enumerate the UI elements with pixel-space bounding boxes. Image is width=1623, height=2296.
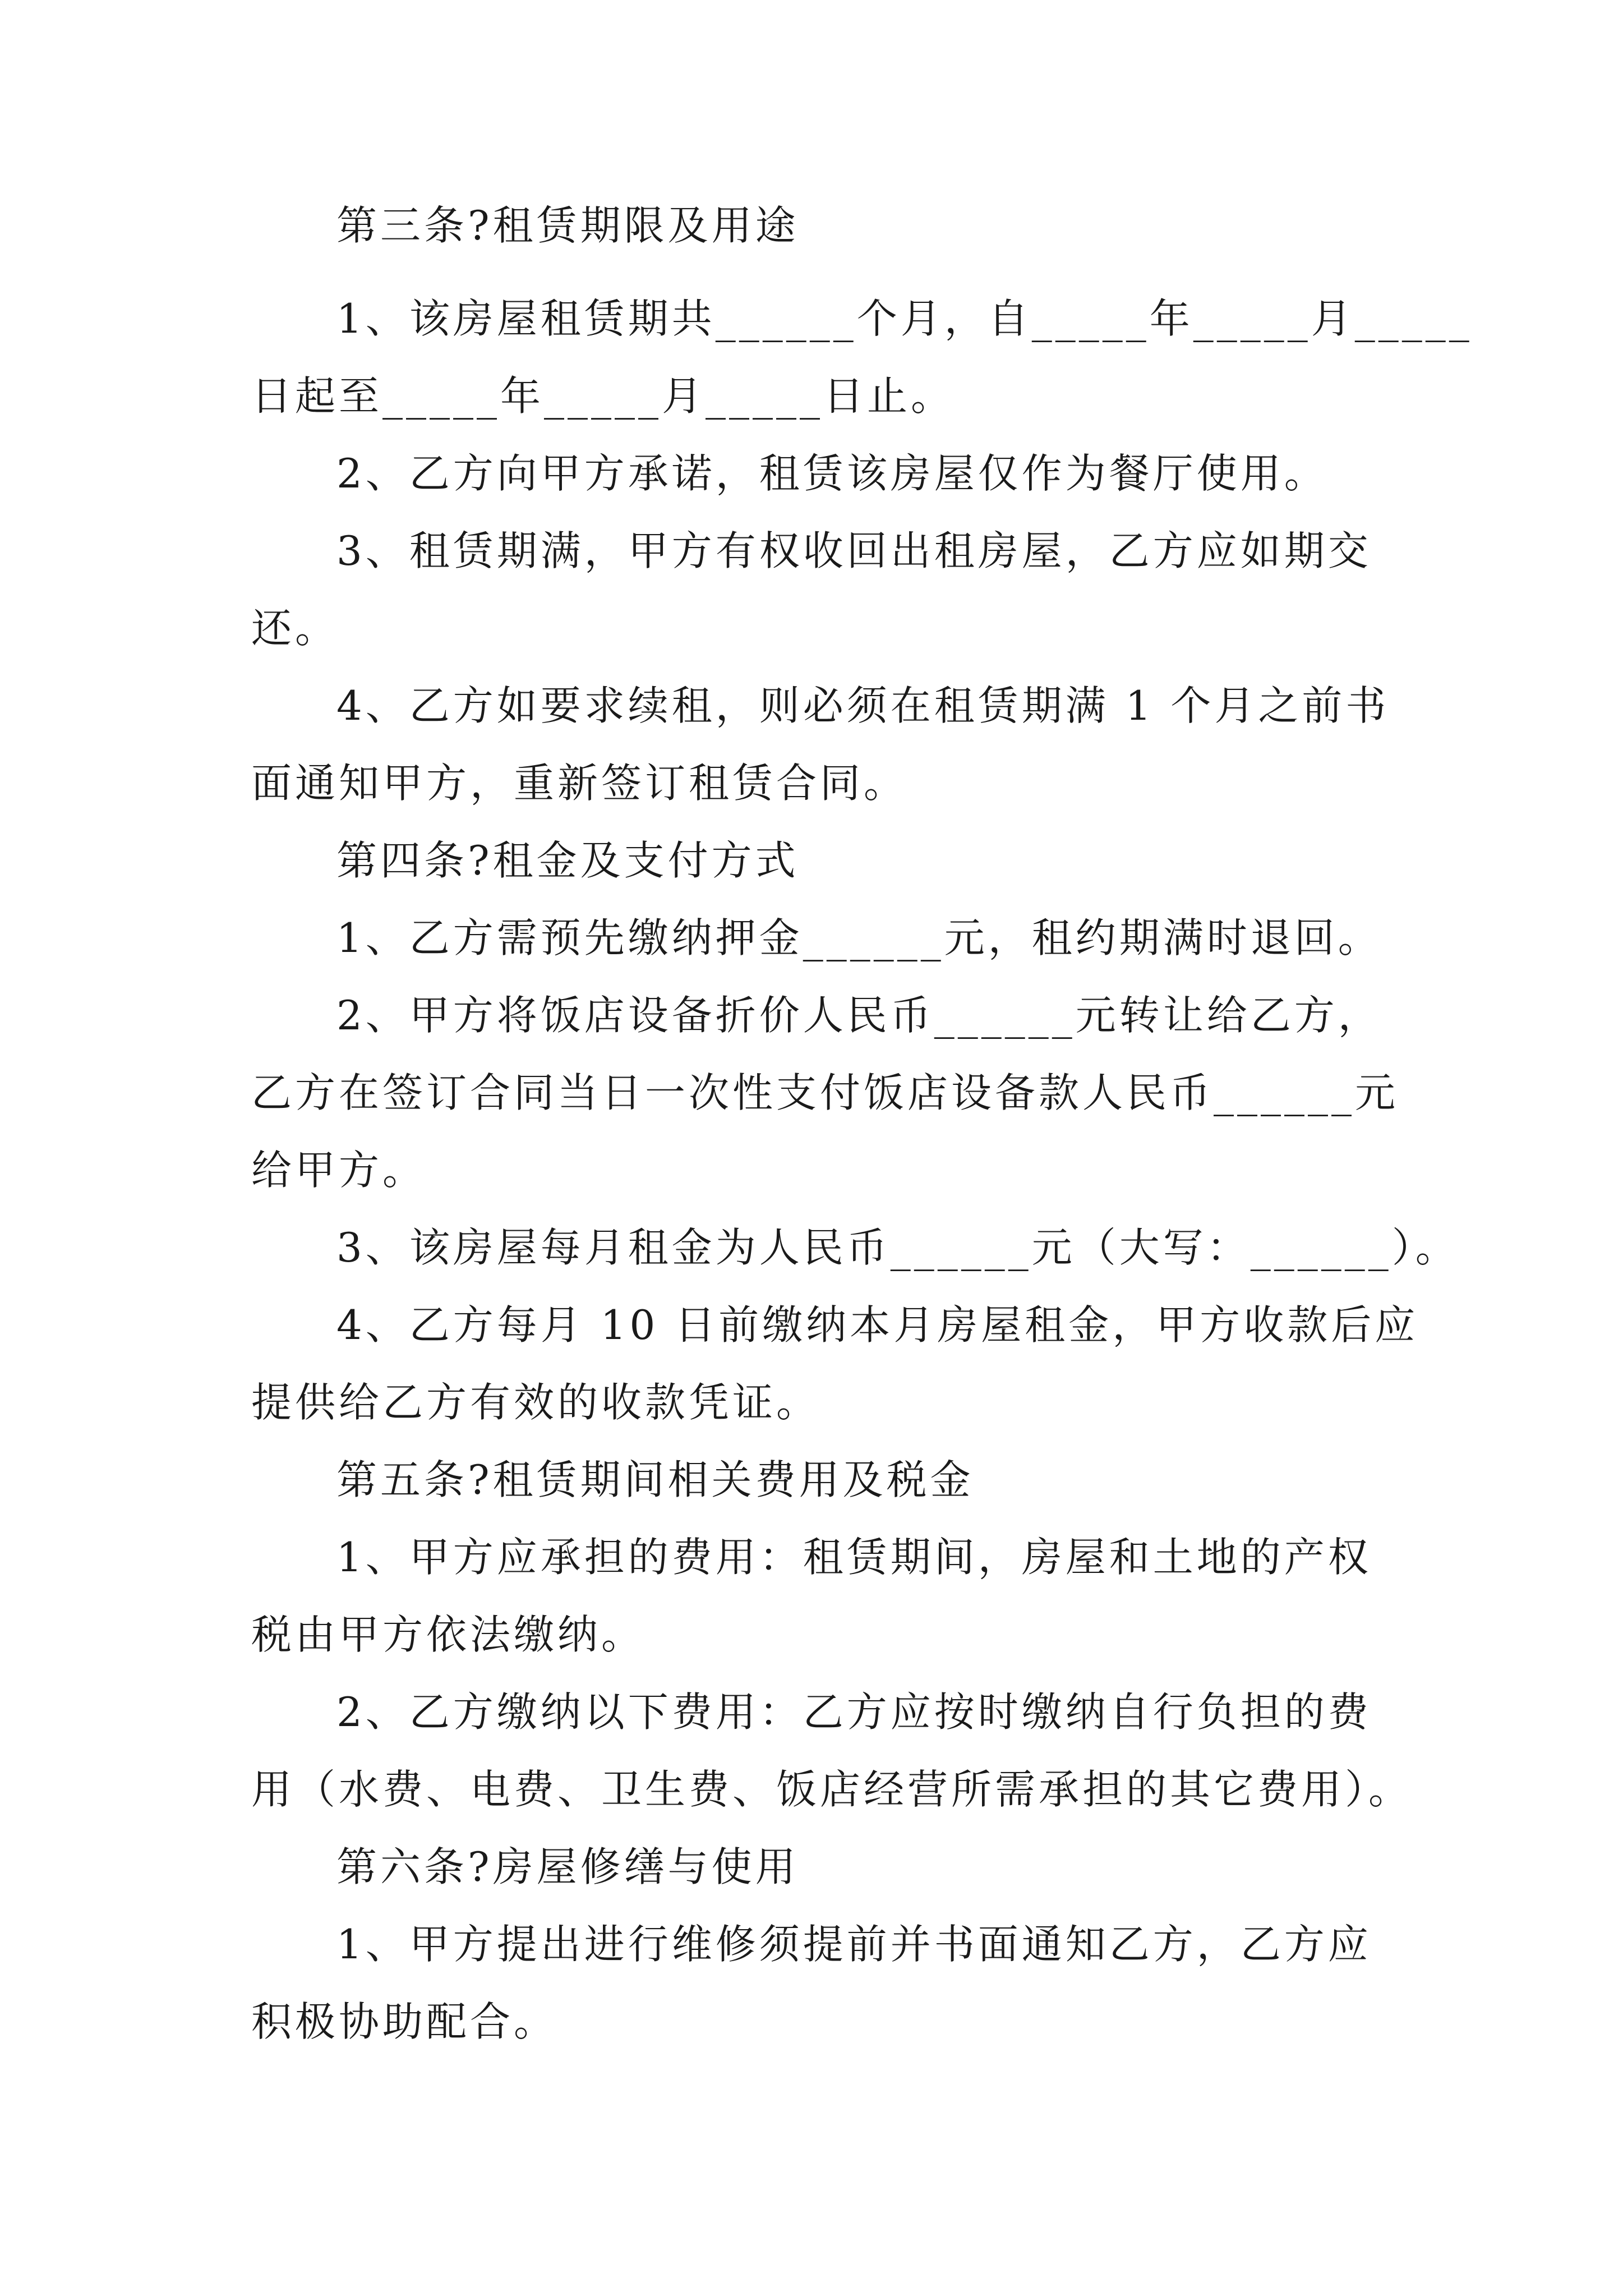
paragraph-line: 给甲方。	[251, 1147, 427, 1194]
paragraph-line: 1、甲方提出进行维修须提前并书面通知乙方，乙方应	[336, 1921, 1372, 1968]
paragraph-line: 1、乙方需预先缴纳押金______元，租约期满时退回。	[336, 914, 1382, 961]
section-3-heading: 第三条?租赁期限及用途	[336, 202, 799, 249]
paragraph-line: 还。	[251, 605, 339, 652]
section-6-heading: 第六条?房屋修缮与使用	[336, 1843, 799, 1890]
paragraph-line: 税由甲方依法缴纳。	[251, 1611, 645, 1658]
section-4-heading: 第四条?租金及支付方式	[336, 837, 799, 884]
paragraph-line: 提供给乙方有效的收款凭证。	[251, 1379, 820, 1426]
paragraph-line: 1、该房屋租赁期共______个月，自_____年_____月_____	[336, 295, 1473, 342]
paragraph-line: 2、甲方将饭店设备折价人民币______元转让给乙方，	[336, 992, 1382, 1039]
paragraph-line: 3、租赁期满，甲方有权收回出租房屋，乙方应如期交	[336, 527, 1372, 574]
paragraph-line: 1、甲方应承担的费用：租赁期间，房屋和土地的产权	[336, 1534, 1372, 1581]
paragraph-line: 日起至_____年_____月_____日止。	[251, 372, 955, 420]
paragraph-line: 4、乙方每月 10 日前缴纳本月房屋租金，甲方收款后应	[336, 1301, 1419, 1349]
section-5-heading: 第五条?租赁期间相关费用及税金	[336, 1456, 974, 1503]
paragraph-line: 乙方在签订合同当日一次性支付饭店设备款人民币______元	[251, 1069, 1399, 1116]
paragraph-line: 4、乙方如要求续租，则必须在租赁期满 1 个月之前书	[336, 682, 1390, 729]
paragraph-line: 2、乙方缴纳以下费用：乙方应按时缴纳自行负担的费	[336, 1688, 1372, 1736]
paragraph-line: 用（水费、电费、卫生费、饭店经营所需承担的其它费用）。	[251, 1766, 1413, 1813]
paragraph-line: 3、该房屋每月租金为人民币______元（大写：______）。	[336, 1224, 1459, 1271]
paragraph-line: 面通知甲方，重新签订租赁合同。	[251, 760, 908, 807]
paragraph-line: 2、乙方向甲方承诺，租赁该房屋仅作为餐厅使用。	[336, 450, 1328, 497]
paragraph-line: 积极协助配合。	[251, 1998, 558, 2045]
